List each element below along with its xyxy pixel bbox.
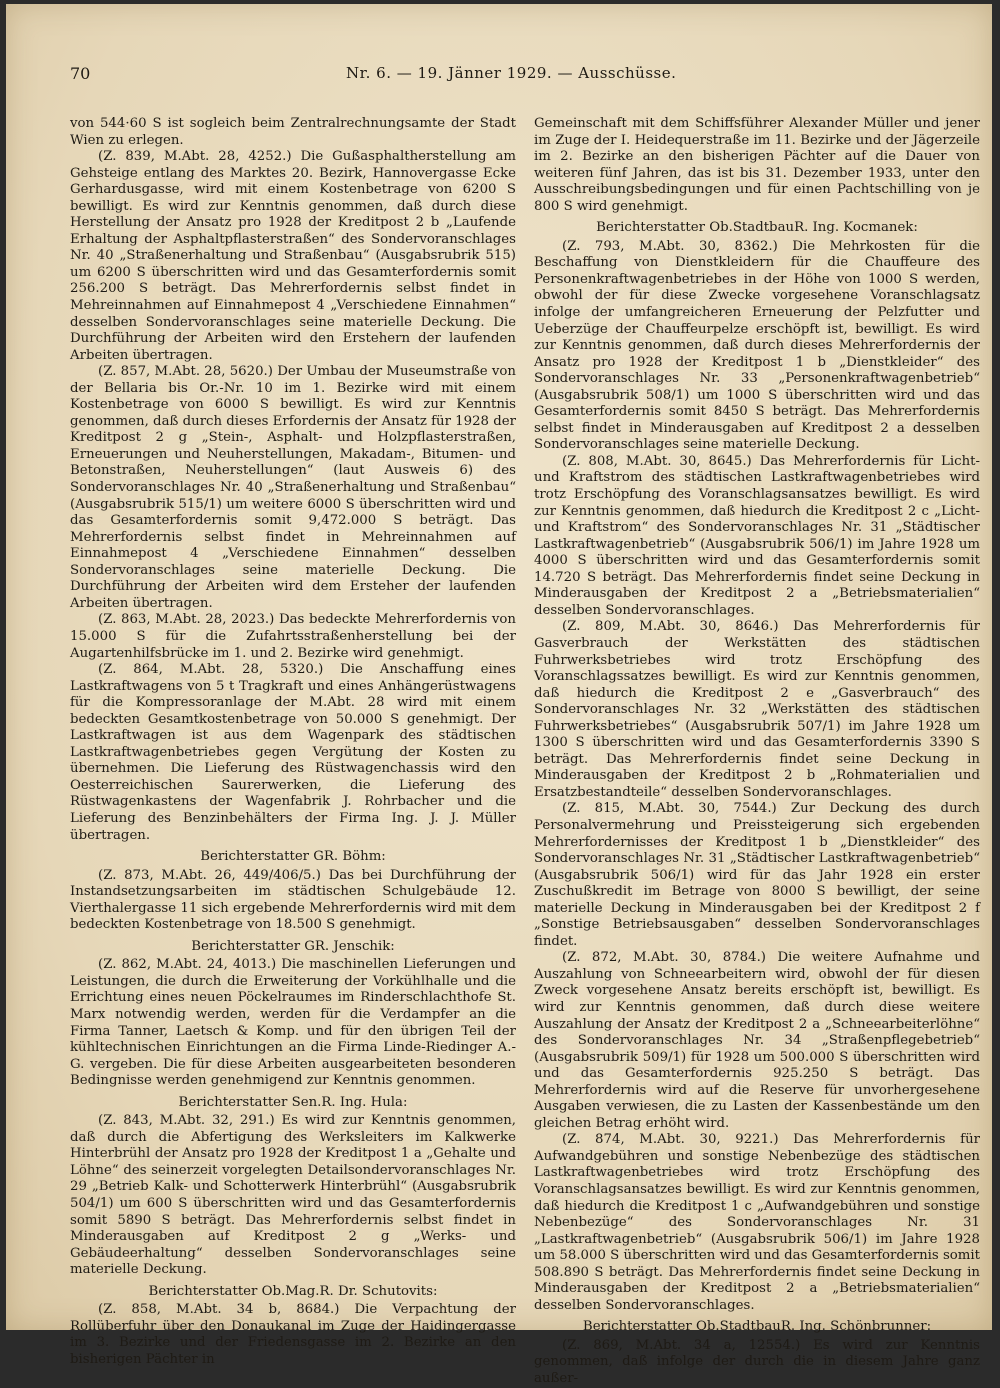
paragraph: (Z. 872, M.Abt. 30, 8784.) Die weitere Aufnahme und Auszahlung von Schneearbeitern wird, obwohl der für diesen Zweck vorgesehene Ansatz bereits erschöpft ist, bewilligt. Es wird zur Kenntnis genommen, daß durch diese weitere Auszahlung der Ansatz der Kreditpost 2 a „Schneearbeiterlöhne“ des Sondervoranschlages Nr. 34 „Straßenpflegebetrieb“ (Ausgabsrubrik 509/1) für 1928 um 500.000 S überschritten wird und das Gesamterfordernis 925.250 S beträgt. Das Mehrerfordernis wird auf die Reserve für unvorhergesehene Ausgaben verwiesen, die zu Lasten der Kassenbestände um den gleichen Betrag erhöht wird. (534, 950, 980, 1131)
paragraph: (Z. 815, M.Abt. 30, 7544.) Zur Deckung des durch Personalvermehrung und Preissteigerung sich ergebenden Mehrerfordernisses der Kreditpost 1 b „Dienstkleider“ des Sondervoranschlages Nr. 31 „Städtischer Lastkraftwagenbetrieb“ (Ausgabsrubrik 506/1) wird für das Jahr 1928 ein erster Zuschußkredit im Betrage von 8000 S bewilligt, der seine materielle Deckung in Minderausgaben bei der Kreditpost 2 f „Sonstige Betriebsausgaben“ desselben Sondervoranschlages findet. (534, 801, 980, 949)
running-head: Nr. 6. — 19. Jänner 1929. — Ausschüsse. (346, 64, 677, 82)
paragraph: (Z. 869, M.Abt. 34 a, 12554.) Es wird zur Kenntnis genommen, daß infolge der durch die in diesem Jahre ganz außer- (534, 1337, 980, 1387)
rapporteur-heading: Berichterstatter GR. Böhm: (200, 849, 386, 865)
rapporteur-heading: Berichterstatter Ob.StadtbauR. Ing. Kocmanek: (596, 220, 918, 236)
page-header (6, 64, 992, 90)
paragraph: Gemeinschaft mit dem Schiffsführer Alexander Müller und jener im Zuge der I. Heidequerstraße im 11. Bezirke und der Jägerzeile im 2. Bezirke an den bisherigen Pächter auf die Dauer von weiteren fünf Jahren, das ist bis 31. Dezember 1933, unter den Ausschreibungsbedingungen und für einen Pachtschilling von je 800 S wird genehmigt. (534, 116, 980, 214)
paragraph: (Z. 873, M.Abt. 26, 449/406/5.) Das bei Durchführung der Instandsetzungsarbeiten im städtischen Schulgebäude 12. Vierthalergasse 11 sich ergebende Mehrerfordernis wird mit dem bedeckten Kostenbetrage von 18.500 S genehmigt. (70, 867, 516, 933)
paragraph: (Z. 839, M.Abt. 28, 4252.) Die Gußasphaltherstellung am Gehsteige entlang des Marktes 20. Bezirk, Hannovergasse Ecke Gerhardusgasse, wird mit einem Kostenbetrage von 6200 S bewilligt. Es wird zur Kenntnis genommen, daß durch diese Herstellung der Ansatz pro 1928 der Kreditpost 2 b „Laufende Erhaltung der Asphaltpflasterstraßen“ des Sondervoranschlages Nr. 40 „Straßenerhaltung und Straßenbau“ (Ausgabsrubrik 515) um 6200 S überschritten wird und das Gesamterfordernis somit 256.200 S beträgt. Das Mehrerfordernis selbst findet in Mehreinnahmen auf Einnahmepost 4 „Verschiedene Einnahmen“ desselben Sondervoranschlages seine materielle Deckung. Die Durchführung der Arbeiten wird den Erstehern der laufenden Arbeiten übertragen. (70, 149, 516, 363)
paragraph: (Z. 793, M.Abt. 30, 8362.) Die Mehrkosten für die Beschaffung von Dienstkleidern für die Chauffeure des Personenkraftwagenbetriebes in der Höhe von 1000 S werden, obwohl der für diese Zwecke vorgesehene Voranschlagsatz infolge der umfangreicheren Erneuerung der Pelzfutter und Ueberzüge der Chauffeurpelze erschöpft ist, bewilligt. Es wird zur Kenntnis genommen, daß durch dieses Mehrerfordernis der Ansatz pro 1928 der Kreditpost 1 b „Dienstkleider“ des Sondervoranschlages Nr. 33 „Personenkraftwagenbetrieb“ (Ausgabsrubrik 508/1) um 1000 S überschritten wird und das Gesamterfordernis somit 8450 S beträgt. Das Mehrerfordernis selbst findet in Minderausgaben auf Kreditpost 2 a desselben Sondervoranschlages seine materielle Deckung. (534, 238, 980, 453)
paragraph: von 544·60 S ist sogleich beim Zentralrechnungsamte der Stadt Wien zu erlegen. (70, 116, 516, 148)
page-number: 70 (70, 64, 91, 83)
newspaper-page (6, 4, 992, 1387)
paragraph: (Z. 808, M.Abt. 30, 8645.) Das Mehrerfordernis für Licht- und Kraftstrom des städtischen Lastkraftwagenbetriebes wird trotz Erschöpfung des Voranschlagsansatzes bewilligt. Es wird zur Kenntnis genommen, daß hiedurch die Kreditpost 2 c „Licht- und Kraftstrom“ des Sondervoranschlages Nr. 31 „Städtischer Lastkraftwagenbetrieb“ (Ausgabsrubrik 506/1) im Jahre 1928 um 4000 S überschritten wird und das Gesamterfordernis somit 14.720 S beträgt. Das Mehrerfordernis findet seine Deckung in Minderausgaben der Kreditpost 2 a „Betriebsmaterialien“ desselben Sondervoranschlages. (534, 453, 980, 618)
paragraph: (Z. 857, M.Abt. 28, 5620.) Der Umbau der Museumstraße von der Bellaria bis Or.-Nr. 10 im 1. Bezirke wird mit einem Kostenbetrage von 6000 S bewilligt. Es wird zur Kenntnis genommen, daß durch dieses Erfordernis der Ansatz für 1928 der Kreditpost 2 g „Stein-, Asphalt- und Holzpflasterstraßen, Erneuerungen und Neuherstellungen, Makadam-, Bitumen- und Betonstraßen, Neuherstellungen“ (laut Ausweis 6) des Sondervoranschlages Nr. 40 „Straßenerhaltung und Straßenbau“ (Ausgabsrubrik 515/1) um weitere 6000 S überschritten wird und das Gesamterfordernis somit 9,472.000 S beträgt. Das Mehrerfordernis selbst findet in Mehreinnahmen auf Einnahmepost 4 „Verschiedene Einnahmen“ desselben Sondervoranschlages seine materielle Deckung. Die Durchführung der Arbeiten wird dem Ersteher der laufenden Arbeiten übertragen. (70, 364, 516, 611)
paragraph: (Z. 864, M.Abt. 28, 5320.) Die Anschaffung eines Lastkraftwagens von 5 t Tragkraft und eines Anhängerüstwagens für die Kompressoranlage der M.Abt. 28 wird mit einem bedeckten Gesamtkostenbetrage von 50.000 S genehmigt. Der Lastkraftwagen ist aus dem Wagenpark des städtischen Lastkraftwagenbetriebes gegen Vergütung der Kosten zu übernehmen. Die Lieferung des Rüstwagenchassis wird den Oesterreichischen Saurerwerken, die Lieferung des Rüstwagenkastens der Wagenfabrik J. Rohrbacher und die Lieferung des Benzinbehälters der Firma Ing. J. J. Müller übertragen. (70, 662, 516, 843)
rapporteur-heading: Berichterstatter Ob.Mag.R. Dr. Schutovits: (148, 1283, 438, 1299)
paragraph: (Z. 863, M.Abt. 28, 2023.) Das bedeckte Mehrerfordernis von 15.000 S für die Zufahrtsstraßenherstellung bei der Augartenhilfsbrücke im 1. und 2. Bezirke wird genehmigt. (70, 612, 516, 661)
right-column (534, 116, 980, 1388)
paragraph: (Z. 809, M.Abt. 30, 8646.) Das Mehrerfordernis für Gasverbrauch der Werkstätten des städtischen Fuhrwerksbetriebes wird trotz Erschöpfung des Voranschlagssatzes bewilligt. Es wird zur Kenntnis genommen, daß hiedurch die Kreditpost 2 e „Gasverbrauch“ des Sondervoranschlages Nr. 32 „Werkstätten des städtischen Fuhrwerksbetriebes“ (Ausgabsrubrik 507/1) im Jahre 1928 um 1300 S überschritten wird und das Gesamterfordernis 3390 S beträgt. Das Mehrerfordernis findet seine Deckung in Minderausgaben der Kreditpost 2 b „Rohmaterialien und Ersatzbestandteile“ desselben Sondervoranschlages. (534, 619, 980, 800)
paragraph: (Z. 862, M.Abt. 24, 4013.) Die maschinellen Lieferungen und Leistungen, die durch die Erweiterung der Vorkühlhalle und die Errichtung eines neuen Pöckelraumes im Rinderschlachthofe St. Marx notwendig werden, werden für die Verdampfer an die Firma Tanner, Laetsch & Komp. und für den übrigen Teil der kühltechnischen Einrichtungen an die Firma Linde-Riedinger A.-G. vergeben. Die für diese Arbeiten ausgearbeiteten besonderen Bedingnisse werden genehmigend zur Kenntnis genommen. (70, 957, 516, 1089)
rapporteur-heading: Berichterstatter Sen.R. Ing. Hula: (178, 1094, 408, 1110)
paragraph: (Z. 858, M.Abt. 34 b, 8684.) Die Verpachtung der Rollüberfuhr über den Donaukanal im Zuge der Haidingergasse im 3. Bezirke und der Friedensgasse im 2. Bezirke an den bisherigen Pächter in (70, 1302, 516, 1367)
left-column (70, 116, 516, 1368)
paragraph: (Z. 843, M.Abt. 32, 291.) Es wird zur Kenntnis genommen, daß durch die Abfertigung des Werksleiters im Kalkwerke Hinterbrühl der Ansatz pro 1928 der Kreditpost 1 a „Gehalte und Löhne“ des seinerzeit vorgelegten Detailsondervoranschlages Nr. 29 „Betrieb Kalk- und Schotterwerk Hinterbrühl“ (Ausgabsrubrik 504/1) um 600 S überschritten wird und das Gesamterfordernis somit 5890 S beträgt. Das Mehrerfordernis selbst findet in Minderausgaben auf Kreditpost 2 g „Werks- und Gebäudeerhaltung“ desselben Sondervoranschlages seine materielle Deckung. (70, 1113, 516, 1278)
rapporteur-heading: Berichterstatter GR. Jenschik: (191, 938, 395, 954)
rapporteur-heading: Berichterstatter Ob.StadtbauR. Ing. Schönbrunner: (582, 1319, 932, 1335)
paragraph: (Z. 874, M.Abt. 30, 9221.) Das Mehrerfordernis für Aufwandgebühren und sonstige Nebenbezüge des städtischen Lastkraftwagenbetriebes wird trotz Erschöpfung des Voranschlagsansatzes bewilligt. Es wird zur Kenntnis genommen, daß hiedurch die Kreditpost 1 c „Aufwandgebühren und sonstige Nebenbezüge“ des Sondervoranschlages Nr. 31 „Lastkraftwagenbetrieb“ (Ausgabsrubrik 506/1) im Jahre 1928 um 58.000 S überschritten wird und das Gesamterfordernis somit 508.890 S beträgt. Das Mehrerfordernis findet seine Deckung in Minderausgaben der Kreditpost 2 a „Betriebsmaterialien“ desselben Sondervoranschlages. (534, 1132, 981, 1313)
